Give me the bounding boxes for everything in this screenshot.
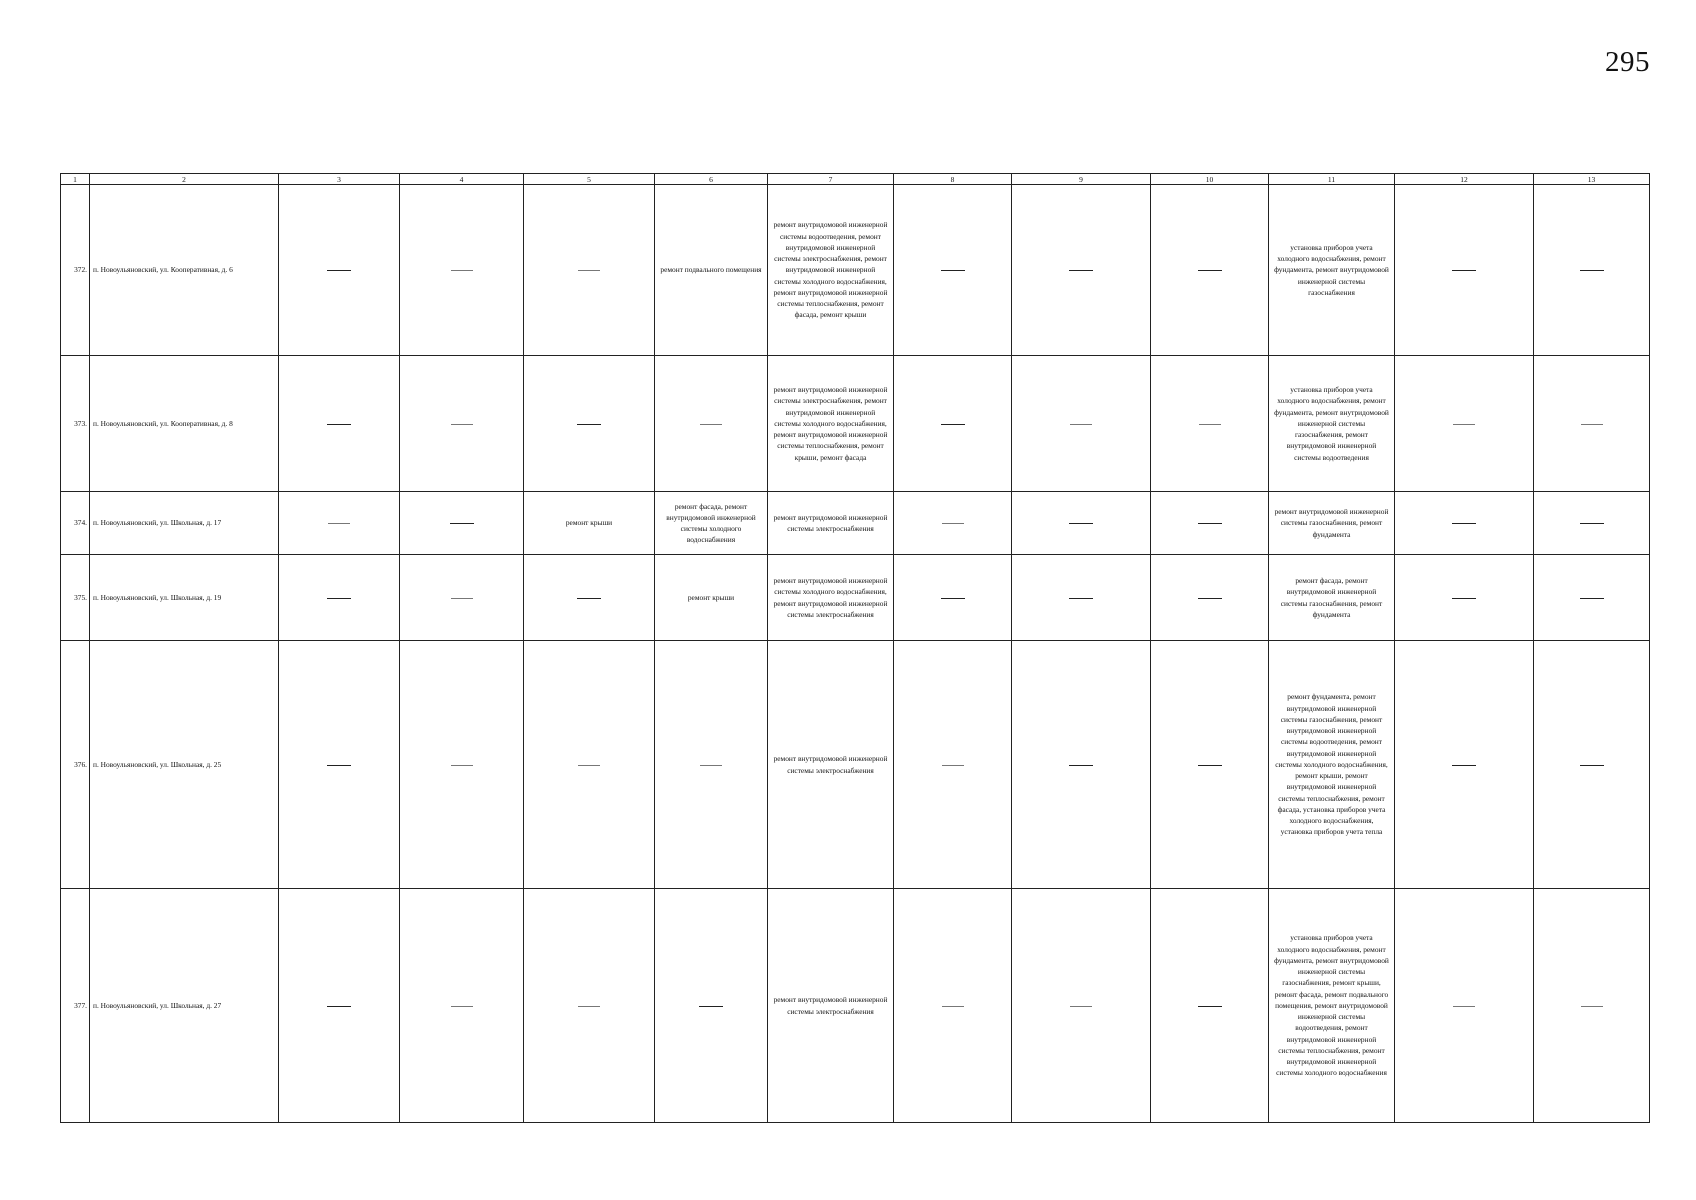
col-header-5: 5	[524, 174, 655, 185]
row-address: п. Новоульяновский, ул. Школьная, д. 19	[90, 555, 279, 641]
table-row	[61, 641, 1650, 889]
col-header-11: 11	[1269, 174, 1395, 185]
works-cell	[655, 492, 768, 555]
empty-cell	[1012, 641, 1151, 889]
works-cell	[1269, 492, 1395, 555]
empty-cell	[1395, 555, 1534, 641]
empty-cell	[1395, 641, 1534, 889]
empty-cell	[524, 185, 655, 356]
empty-cell	[1151, 889, 1269, 1123]
empty-cell	[894, 641, 1012, 889]
empty-cell	[1012, 889, 1151, 1123]
works-cell	[1269, 356, 1395, 492]
works-text: ремонт внутридомовой инженерной системы электроснабжения, ремонт внутридомовой инженерной системы холодного водоснабжения, ремонт внутридомовой инженерной системы теплоснабжения, ремонт крыши, ремонт фасада	[773, 385, 888, 462]
works-text: установка приборов учета холодного водоснабжения, ремонт фундамента, ремонт внутридомовой инженерной системы газоснабжения	[1274, 242, 1389, 297]
works-text: ремонт фундамента, ремонт внутридомовой инженерной системы газоснабжения, ремонт внутридомовой инженерной системы водоотведения, ремонт внутридомовой инженерной системы холодного водоснабжения, ремонт крыши, ремонт внутридомовой инженерной системы теплоснабжения, ремонт фасада, установка приборов учета холодного водоснабжения, установка приборов учета тепла	[1275, 692, 1388, 837]
works-text: установка приборов учета холодного водоснабжения, ремонт фундамента, ремонт внутридомовой инженерной системы газоснабжения, ремонт крыши, ремонт фасада, ремонт подвального помещения, ремонт внутридомовой инженерной системы водоотведения, ремонт внутридомовой инженерной системы теплоснабжения, ремонт внутридомовой инженерной системы холодного водоснабжения	[1274, 933, 1389, 1078]
empty-cell	[1151, 641, 1269, 889]
empty-cell	[400, 356, 524, 492]
empty-cell	[894, 889, 1012, 1123]
empty-cell	[1534, 356, 1650, 492]
table-row	[61, 356, 1650, 492]
row-address: п. Новоульяновский, ул. Школьная, д. 25	[90, 641, 279, 889]
works-cell	[1269, 185, 1395, 356]
empty-cell	[1151, 555, 1269, 641]
table-row	[61, 555, 1650, 641]
col-header-4: 4	[400, 174, 524, 185]
works-cell	[524, 492, 655, 555]
works-text: ремонт подвального помещения	[660, 265, 762, 275]
works-text: ремонт фасада, ремонт внутридомовой инженерной системы холодного водоснабжения	[666, 501, 756, 545]
col-header-12: 12	[1395, 174, 1534, 185]
empty-cell	[524, 889, 655, 1123]
empty-cell	[1012, 492, 1151, 555]
column-number-row	[61, 174, 1650, 185]
page-number: 295	[1605, 46, 1650, 78]
col-header-13: 13	[1534, 174, 1650, 185]
col-header-2: 2	[90, 174, 279, 185]
empty-cell	[400, 492, 524, 555]
empty-cell	[279, 356, 400, 492]
works-text: ремонт внутридомовой инженерной системы электроснабжения	[773, 512, 888, 533]
empty-cell	[1012, 555, 1151, 641]
empty-cell	[1395, 889, 1534, 1123]
works-text: ремонт крыши	[687, 592, 735, 602]
row-address: п. Новоульяновский, ул. Школьная, д. 27	[90, 889, 279, 1123]
col-header-9: 9	[1012, 174, 1151, 185]
empty-cell	[1395, 185, 1534, 356]
empty-cell	[1534, 889, 1650, 1123]
empty-cell	[279, 185, 400, 356]
empty-cell	[524, 356, 655, 492]
works-text: ремонт внутридомовой инженерной системы электроснабжения	[773, 754, 888, 775]
works-text: установка приборов учета холодного водоснабжения, ремонт фундамента, ремонт внутридомовой инженерной системы газоснабжения, ремонт внутридомовой инженерной системы водоотведения	[1274, 385, 1389, 462]
works-cell	[768, 889, 894, 1123]
empty-cell	[1534, 185, 1650, 356]
empty-cell	[1395, 356, 1534, 492]
works-cell	[768, 641, 894, 889]
empty-cell	[655, 641, 768, 889]
empty-cell	[279, 492, 400, 555]
empty-cell	[400, 641, 524, 889]
empty-cell	[1395, 492, 1534, 555]
empty-cell	[400, 185, 524, 356]
works-text: ремонт внутридомовой инженерной системы газоснабжения, ремонт фундамента	[1274, 507, 1389, 539]
works-text: ремонт внутридомовой инженерной системы водоотведения, ремонт внутридомовой инженерной системы электроснабжения, ремонт внутридомовой инженерной системы холодного водоснабжения, ремонт внутридомовой инженерной системы теплоснабжения, ремонт фасада, ремонт крыши	[773, 220, 888, 320]
empty-cell	[894, 555, 1012, 641]
works-text: ремонт внутридомовой инженерной системы электроснабжения	[773, 995, 888, 1016]
works-cell	[768, 185, 894, 356]
table-row	[61, 889, 1650, 1123]
empty-cell	[1534, 492, 1650, 555]
row-number: 376.	[61, 641, 90, 889]
empty-cell	[1012, 185, 1151, 356]
table-row	[61, 185, 1650, 356]
col-header-8: 8	[894, 174, 1012, 185]
works-text: ремонт крыши	[565, 518, 613, 528]
row-address: п. Новоульяновский, ул. Кооперативная, д. 6	[90, 185, 279, 356]
row-number: 373.	[61, 356, 90, 492]
row-number: 375.	[61, 555, 90, 641]
row-number: 372.	[61, 185, 90, 356]
empty-cell	[279, 641, 400, 889]
repair-schedule-table	[60, 173, 1650, 1123]
empty-cell	[894, 185, 1012, 356]
works-cell	[768, 555, 894, 641]
table-row	[61, 492, 1650, 555]
works-text: ремонт фасада, ремонт внутридомовой инженерной системы газоснабжения, ремонт фундамента	[1280, 576, 1383, 619]
empty-cell	[1012, 356, 1151, 492]
works-cell	[768, 356, 894, 492]
works-text: ремонт внутридомовой инженерной системы холодного водоснабжения, ремонт внутридомовой инженерной системы электроснабжения	[773, 576, 888, 619]
empty-cell	[524, 555, 655, 641]
empty-cell	[400, 555, 524, 641]
works-cell	[1269, 889, 1395, 1123]
row-number: 377.	[61, 889, 90, 1123]
works-cell	[1269, 555, 1395, 641]
empty-cell	[894, 356, 1012, 492]
col-header-1: 1	[61, 174, 90, 185]
works-cell	[655, 555, 768, 641]
works-cell	[768, 492, 894, 555]
empty-cell	[655, 356, 768, 492]
empty-cell	[1534, 555, 1650, 641]
empty-cell	[279, 889, 400, 1123]
empty-cell	[655, 889, 768, 1123]
works-cell	[655, 185, 768, 356]
col-header-6: 6	[655, 174, 768, 185]
works-cell	[1269, 641, 1395, 889]
empty-cell	[1151, 356, 1269, 492]
empty-cell	[524, 641, 655, 889]
empty-cell	[400, 889, 524, 1123]
empty-cell	[279, 555, 400, 641]
empty-cell	[1151, 185, 1269, 356]
col-header-10: 10	[1151, 174, 1269, 185]
empty-cell	[894, 492, 1012, 555]
empty-cell	[1151, 492, 1269, 555]
col-header-7: 7	[768, 174, 894, 185]
row-number: 374.	[61, 492, 90, 555]
col-header-3: 3	[279, 174, 400, 185]
empty-cell	[1534, 641, 1650, 889]
row-address: п. Новоульяновский, ул. Кооперативная, д. 8	[90, 356, 279, 492]
row-address: п. Новоульяновский, ул. Школьная, д. 17	[90, 492, 279, 555]
